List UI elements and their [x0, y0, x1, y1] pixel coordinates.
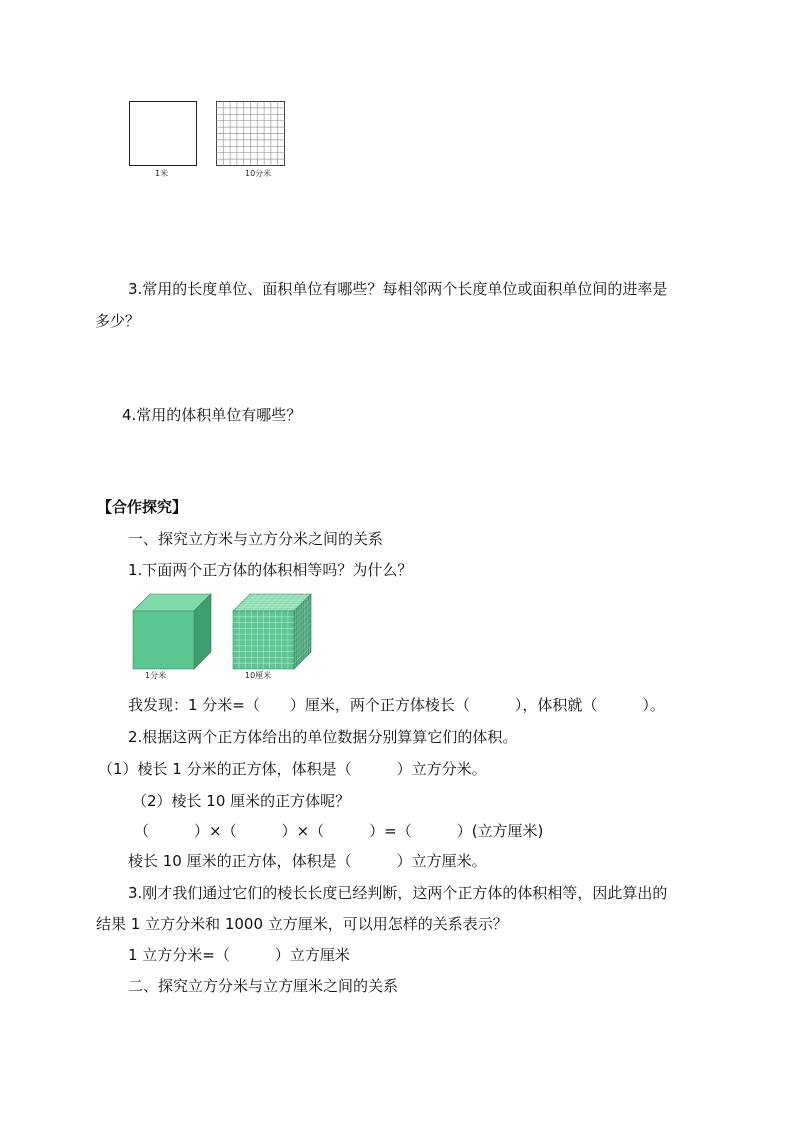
cube-10cm-grid	[233, 592, 311, 670]
part1-question-3-line2: 结果 1 立方分米和 1000 立方厘米，可以用怎样的关系表示？	[96, 915, 508, 933]
volume-formula: （ ）×（ ）×（ ）=（ ）(立方厘米)	[134, 822, 544, 840]
caption-1dm: 1分米	[145, 671, 167, 680]
cube-1dm	[133, 592, 213, 670]
part1-question-1: 1.下面两个正方体的体积相等吗？为什么？	[128, 561, 413, 579]
discovery-sentence: 我发现：1 分米=（ ）厘米，两个正方体棱长（ ），体积就（ ）。	[128, 696, 665, 714]
part1-question-2a: （1）棱长 1 分米的正方体，体积是（ ）立方分米。	[98, 760, 487, 778]
question-3-line2: 多少？	[95, 312, 141, 330]
question-4: 4.常用的体积单位有哪些？	[122, 406, 302, 424]
square-1m	[129, 101, 197, 166]
section-heading: 【合作探究】	[97, 498, 188, 516]
caption-10cm: 10厘米	[245, 671, 272, 680]
caption-1m: 1米	[155, 169, 169, 178]
part1-question-3-line1: 3.刚才我们通过它们的棱长长度已经判断，这两个正方体的体积相等，因此算出的	[128, 884, 668, 902]
part1-title: 一、探究立方米与立方分米之间的关系	[128, 530, 384, 548]
part1-question-2: 2.根据这两个正方体给出的单位数据分别算算它们的体积。	[128, 728, 518, 746]
question-3-line1: 3.常用的长度单位、面积单位有哪些？每相邻两个长度单位或面积单位间的进率是	[128, 280, 668, 298]
part1-question-2b-answer: 棱长 10 厘米的正方体，体积是（ ）立方厘米。	[128, 852, 487, 870]
part1-question-2b: （2）棱长 10 厘米的正方体呢？	[132, 792, 351, 810]
part2-title: 二、探究立方分米与立方厘米之间的关系	[128, 977, 399, 995]
caption-10dm: 10分米	[245, 169, 272, 178]
square-10dm-grid	[216, 101, 285, 166]
part1-question-3-fill: 1 立方分米=（ ）立方厘米	[128, 946, 350, 964]
